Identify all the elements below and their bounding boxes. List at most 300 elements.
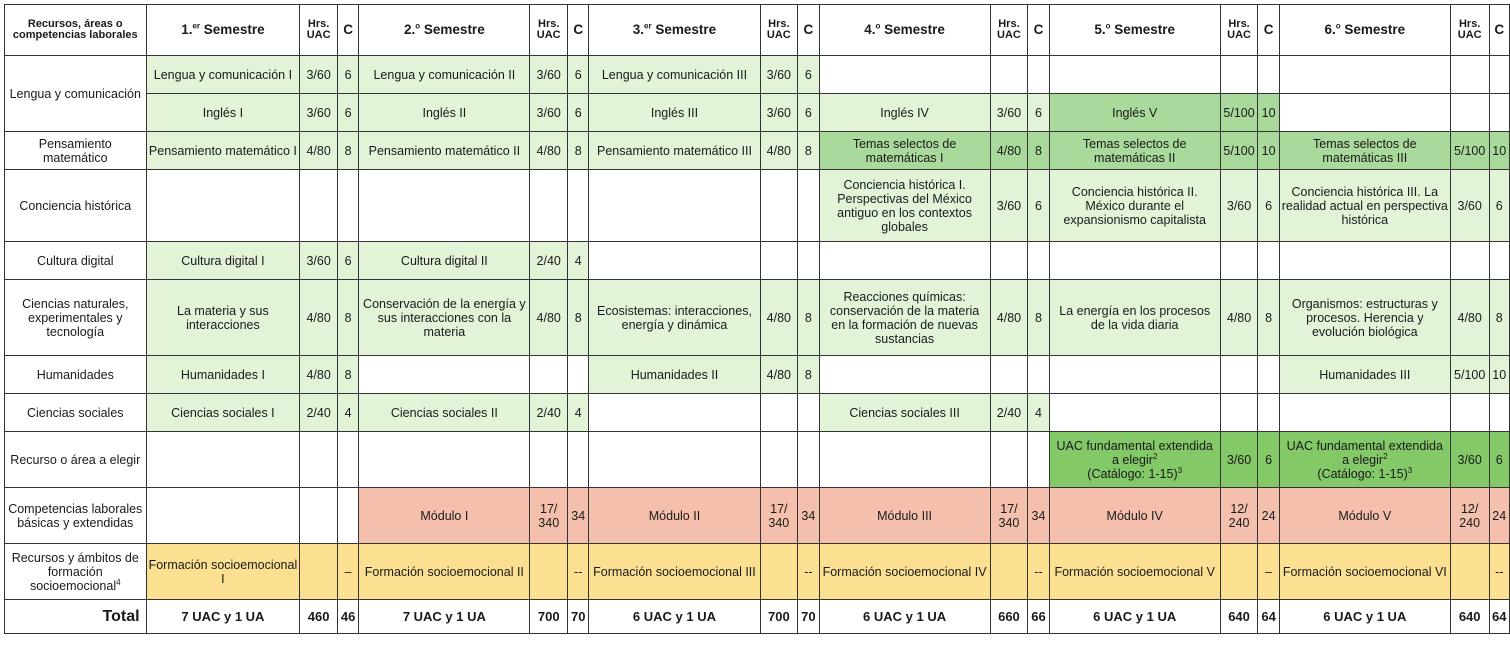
semester-header-4: [819, 5, 990, 56]
curriculum-table: [4, 4, 1510, 634]
credits-cell: 8: [337, 132, 358, 170]
subject-name: Cultura digital II: [400, 253, 488, 268]
subject-name: La energía en los procesos de la vida diaria: [1059, 303, 1211, 332]
subject-cell: [1279, 170, 1450, 242]
subject-cell: [819, 544, 990, 600]
subject-cell: [589, 132, 760, 170]
credits-cell: 8: [798, 356, 819, 394]
semester-number: 4.: [864, 22, 876, 37]
credits-cell: 46: [337, 600, 358, 634]
row-label-text: Recurso o área a elegir: [10, 452, 141, 467]
hrs-cell: 640: [1450, 600, 1489, 634]
table-row-len1: [5, 56, 1510, 94]
subject-cell: [359, 356, 530, 394]
hrs-cell: 4/80: [760, 132, 798, 170]
subject-name: Módulo II: [648, 508, 701, 523]
credits-cell: [568, 356, 589, 394]
semester-number: 3.: [632, 22, 645, 37]
credits-cell: 24: [1489, 488, 1509, 544]
table-row-pm: [5, 132, 1510, 170]
credits-header: C: [1028, 5, 1049, 56]
table-row-cn: [5, 280, 1510, 356]
semester-ordinal: o: [415, 21, 421, 31]
subject-cell: [1279, 544, 1450, 600]
subject-cell: [1049, 544, 1220, 600]
hrs-uac-header: Hrs. UAC: [1450, 5, 1489, 56]
semester-header-3: [589, 5, 760, 56]
subject-cell: [1049, 94, 1220, 132]
credits-cell: [1489, 94, 1509, 132]
credits-cell: [568, 432, 589, 488]
credits-cell: 70: [798, 600, 819, 634]
subject-cell: [359, 94, 530, 132]
table-row-fs: [5, 544, 1510, 600]
subject-name: Formación socioemocional VI: [1282, 564, 1447, 579]
semester-header-2: [359, 5, 530, 56]
hrs-cell: 3/60: [530, 56, 568, 94]
subject-cell: [359, 432, 530, 488]
subject-cell: [819, 356, 990, 394]
subject-name: Pensamiento matemático III: [597, 143, 752, 158]
row-label: [5, 280, 147, 356]
subject-cell: [589, 394, 760, 432]
subject-name: Formación socioemocional V: [1054, 564, 1215, 579]
subject-cell: [589, 600, 760, 634]
semester-number: 1.: [181, 22, 193, 37]
credits-header: C: [1489, 5, 1509, 56]
subject-name: Lengua y comunicación III: [601, 67, 748, 82]
credits-cell: 6: [337, 94, 358, 132]
subject-cell: [359, 56, 530, 94]
credits-cell: [1258, 394, 1279, 432]
hrs-cell: [530, 356, 568, 394]
hrs-cell: 4/80: [1220, 280, 1258, 356]
footnote-marker: 2: [1152, 451, 1158, 461]
hrs-cell: 5/100: [1220, 94, 1258, 132]
hrs-cell: 5/100: [1450, 132, 1489, 170]
credits-cell: 6: [337, 56, 358, 94]
subject-cell: [1279, 432, 1450, 488]
row-label: [5, 544, 147, 600]
table-row-ch: [5, 170, 1510, 242]
subject-name: Temas selectos de matemáticas II: [1082, 136, 1187, 165]
hrs-cell: [760, 242, 798, 280]
hrs-cell: 3/60: [1450, 170, 1489, 242]
subject-cell: [819, 280, 990, 356]
subject-cell: [146, 132, 300, 170]
credits-cell: 10: [1258, 94, 1279, 132]
hrs-cell: 3/60: [300, 56, 338, 94]
subject-cell: [1279, 132, 1450, 170]
subject-name: Ciencias sociales I: [171, 405, 275, 420]
subject-cell: [1049, 356, 1220, 394]
table-row-hu: [5, 356, 1510, 394]
subject-cell: [1049, 600, 1220, 634]
footnote-marker: 4: [116, 577, 121, 587]
semester-word: Semestre: [200, 22, 265, 37]
hrs-cell: [760, 544, 798, 600]
subject-cell: [146, 356, 300, 394]
subject-cell: [819, 94, 990, 132]
subject-name: Formación socioemocional I: [148, 557, 298, 586]
subject-name: Módulo IV: [1106, 508, 1163, 523]
hrs-cell: [530, 170, 568, 242]
subject-name: Ecosistemas: interacciones, energía y dinámica: [597, 303, 752, 332]
subject-cell: [146, 56, 300, 94]
credits-cell: [337, 488, 358, 544]
subject-cell: [589, 356, 760, 394]
subject-name: 6 UAC y 1 UA: [863, 608, 947, 624]
table-body: [5, 56, 1510, 634]
subject-cell: [146, 280, 300, 356]
subject-cell: [359, 600, 530, 634]
credits-header: C: [1258, 5, 1279, 56]
subject-cell: [589, 170, 760, 242]
credits-cell: [1028, 356, 1049, 394]
credits-cell: [1489, 394, 1509, 432]
semester-ordinal: o: [875, 21, 881, 31]
credits-cell: [798, 394, 819, 432]
subject-cell: [1049, 394, 1220, 432]
subject-name: Ciencias sociales III: [849, 405, 960, 420]
subject-name: Organismos: estructuras y procesos. Herencia y evolución biológica: [1291, 296, 1438, 339]
subject-cell: [1049, 280, 1220, 356]
subject-name: Reacciones químicas: conservación de la materia en la formación de nuevas sustancias: [829, 289, 980, 346]
hrs-cell: [990, 242, 1028, 280]
credits-cell: 70: [568, 600, 589, 634]
credits-cell: 6: [337, 242, 358, 280]
subject-cell: [589, 56, 760, 94]
semester-number: 5.: [1094, 22, 1106, 37]
hrs-cell: [760, 432, 798, 488]
credits-cell: [337, 170, 358, 242]
credits-header: C: [568, 5, 589, 56]
hrs-cell: 640: [1220, 600, 1258, 634]
hrs-cell: [1450, 94, 1489, 132]
subject-cell: [146, 544, 300, 600]
hrs-cell: 4/80: [990, 132, 1028, 170]
credits-cell: 6: [1489, 432, 1509, 488]
hrs-cell: 4/80: [1450, 280, 1489, 356]
hrs-cell: [990, 56, 1028, 94]
credits-cell: --: [1489, 544, 1509, 600]
catalog-text: (Catálogo: 1-15): [1317, 466, 1408, 481]
credits-cell: 10: [1489, 132, 1509, 170]
credits-cell: --: [1028, 544, 1049, 600]
total-label: [5, 600, 147, 634]
subject-cell: [359, 242, 530, 280]
table-row-len2: [5, 94, 1510, 132]
row-label: [5, 394, 147, 432]
subject-cell: [1049, 242, 1220, 280]
subject-name: Humanidades III: [1319, 367, 1411, 382]
credits-cell: [798, 242, 819, 280]
row-label: [5, 132, 147, 170]
row-header-title: Recursos, áreas o competencias laborales: [5, 5, 147, 56]
table-row-cl: [5, 488, 1510, 544]
subject-name: La materia y sus interacciones: [177, 303, 269, 332]
credits-cell: 4: [337, 394, 358, 432]
hrs-cell: [1450, 394, 1489, 432]
semester-number: 2.: [404, 22, 416, 37]
credits-header: C: [798, 5, 819, 56]
row-label-text: Ciencias naturales, experimentales y tecnología: [22, 296, 129, 339]
subject-cell: [589, 432, 760, 488]
subject-name: Módulo V: [1338, 508, 1392, 523]
credits-cell: [1258, 356, 1279, 394]
credits-cell: --: [568, 544, 589, 600]
footnote-marker: 3: [1407, 465, 1413, 475]
subject-cell: [1279, 56, 1450, 94]
subject-cell: [1279, 394, 1450, 432]
subject-cell: [146, 242, 300, 280]
hrs-cell: 3/60: [300, 242, 338, 280]
credits-cell: 4: [1028, 394, 1049, 432]
hrs-cell: 460: [300, 600, 338, 634]
subject-cell: [359, 544, 530, 600]
hrs-cell: 5/100: [1450, 356, 1489, 394]
credits-cell: 6: [1489, 170, 1509, 242]
credits-cell: 24: [1258, 488, 1279, 544]
hrs-cell: 3/60: [300, 94, 338, 132]
subject-cell: [819, 56, 990, 94]
subject-cell: [589, 488, 760, 544]
semester-word: Semestre: [1340, 22, 1406, 37]
subject-name: Humanidades I: [180, 367, 265, 382]
hrs-cell: [300, 544, 338, 600]
subject-name: Lengua y comunicación II: [373, 67, 516, 82]
subject-cell: [589, 544, 760, 600]
credits-cell: 66: [1028, 600, 1049, 634]
subject-name: Inglés III: [650, 105, 699, 120]
subject-name: Módulo I: [420, 508, 469, 523]
credits-cell: 8: [1028, 132, 1049, 170]
hrs-cell: 4/80: [300, 132, 338, 170]
credits-cell: 8: [1028, 280, 1049, 356]
credits-cell: 4: [568, 394, 589, 432]
hrs-cell: [760, 394, 798, 432]
subject-cell: [1279, 488, 1450, 544]
credits-cell: 6: [1258, 170, 1279, 242]
subject-cell: [819, 132, 990, 170]
subject-cell: [589, 280, 760, 356]
hrs-cell: 4/80: [990, 280, 1028, 356]
footnote-marker: 2: [1383, 451, 1388, 461]
subject-name: Cultura digital I: [181, 253, 265, 268]
hrs-cell: 3/60: [530, 94, 568, 132]
row-label: [5, 242, 147, 280]
credits-cell: 64: [1258, 600, 1279, 634]
credits-cell: 34: [798, 488, 819, 544]
semester-ordinal: er: [192, 21, 201, 31]
subject-name: 7 UAC y 1 UA: [181, 608, 265, 624]
subject-cell: [359, 394, 530, 432]
credits-cell: [1258, 242, 1279, 280]
subject-cell: [589, 242, 760, 280]
hrs-cell: [1220, 356, 1258, 394]
hrs-cell: 3/60: [1220, 432, 1258, 488]
subject-name: Inglés IV: [880, 105, 929, 120]
hrs-cell: [990, 544, 1028, 600]
hrs-cell: 4/80: [760, 280, 798, 356]
semester-word: Semestre: [651, 22, 717, 37]
hrs-cell: [1450, 56, 1489, 94]
subject-cell: [359, 132, 530, 170]
catalog-text: (Catálogo: 1-15): [1087, 466, 1178, 481]
subject-name: UAC fundamental extendida a elegir: [1286, 438, 1443, 467]
subject-cell: [1049, 488, 1220, 544]
hrs-cell: 700: [530, 600, 568, 634]
subject-cell: [1049, 170, 1220, 242]
credits-cell: [798, 170, 819, 242]
subject-cell: [819, 600, 990, 634]
subject-name: Conservación de la energía y sus interacciones con la materia: [363, 296, 526, 339]
hrs-cell: 3/60: [1220, 170, 1258, 242]
subject-name: 6 UAC y 1 UA: [632, 608, 716, 624]
subject-name: Inglés V: [1112, 105, 1158, 120]
hrs-cell: 2/40: [530, 242, 568, 280]
subject-cell: [1049, 56, 1220, 94]
credits-cell: 8: [568, 280, 589, 356]
subject-name: Ciencias sociales II: [390, 405, 498, 420]
subject-cell: [359, 170, 530, 242]
credits-cell: 4: [568, 242, 589, 280]
hrs-cell: [300, 170, 338, 242]
row-label: [5, 356, 147, 394]
hrs-cell: [1220, 544, 1258, 600]
credits-cell: 8: [568, 132, 589, 170]
hrs-cell: 4/80: [300, 356, 338, 394]
row-label-text: Competencias laborales básicas y extendidas: [8, 501, 143, 530]
hrs-cell: 3/60: [760, 56, 798, 94]
subject-cell: [819, 242, 990, 280]
credits-cell: 6: [798, 94, 819, 132]
credits-cell: [798, 432, 819, 488]
subject-name: Pensamiento matemático I: [148, 143, 297, 158]
credits-cell: –: [1258, 544, 1279, 600]
hrs-uac-header: Hrs. UAC: [300, 5, 338, 56]
table-row-cs: [5, 394, 1510, 432]
subject-name: Formación socioemocional IV: [822, 564, 987, 579]
subject-cell: [819, 170, 990, 242]
row-label-text: Pensamiento matemático: [38, 136, 112, 165]
row-label-text: Recursos y ámbitos de formación socioemocional: [11, 550, 139, 593]
subject-name: Temas selectos de matemáticas I: [852, 136, 957, 165]
credits-cell: [1258, 56, 1279, 94]
subject-cell: [1279, 356, 1450, 394]
hrs-cell: 12/ 240: [1450, 488, 1489, 544]
semester-header-1: [146, 5, 300, 56]
hrs-cell: [1220, 56, 1258, 94]
hrs-cell: 660: [990, 600, 1028, 634]
hrs-cell: [760, 170, 798, 242]
table-row-re: [5, 432, 1510, 488]
credits-cell: 8: [1258, 280, 1279, 356]
subject-cell: [359, 488, 530, 544]
subject-cell: [146, 394, 300, 432]
credits-cell: [1489, 56, 1509, 94]
credits-cell: 6: [568, 94, 589, 132]
credits-cell: 6: [798, 56, 819, 94]
hrs-cell: 4/80: [530, 280, 568, 356]
subject-cell: [1279, 242, 1450, 280]
subject-name: Conciencia histórica I. Perspectivas del México antiguo en los contextos globales: [837, 177, 972, 234]
semester-header-5: [1049, 5, 1220, 56]
credits-cell: 8: [798, 280, 819, 356]
row-label-text: Cultura digital: [37, 253, 114, 268]
row-label: [5, 432, 147, 488]
hrs-uac-header: Hrs. UAC: [760, 5, 798, 56]
hrs-cell: 17/ 340: [530, 488, 568, 544]
credits-cell: 8: [798, 132, 819, 170]
subject-cell: [146, 432, 300, 488]
hrs-cell: 17/ 340: [990, 488, 1028, 544]
hrs-cell: [1450, 242, 1489, 280]
row-label-text: Lengua y comunicación: [9, 86, 141, 101]
credits-cell: 6: [568, 56, 589, 94]
credits-cell: 34: [1028, 488, 1049, 544]
semester-header-6: [1279, 5, 1450, 56]
table-row-to: [5, 600, 1510, 634]
hrs-cell: 3/60: [990, 170, 1028, 242]
semester-ordinal: er: [644, 21, 652, 31]
subject-cell: [146, 600, 300, 634]
subject-name: Formación socioemocional III: [593, 564, 756, 579]
row-label: [5, 488, 147, 544]
row-label-text: Total: [102, 607, 140, 625]
subject-cell: [146, 170, 300, 242]
credits-cell: [568, 170, 589, 242]
hrs-cell: 4/80: [530, 132, 568, 170]
hrs-cell: 700: [760, 600, 798, 634]
credits-cell: 8: [1489, 280, 1509, 356]
hrs-cell: [990, 356, 1028, 394]
credits-cell: 10: [1258, 132, 1279, 170]
hrs-cell: 2/40: [530, 394, 568, 432]
hrs-cell: [300, 488, 338, 544]
subject-name: Conciencia histórica III. La realidad actual en perspectiva histórica: [1281, 184, 1448, 227]
subject-name: Pensamiento matemático II: [368, 143, 521, 158]
credits-header: C: [337, 5, 358, 56]
hrs-cell: 17/ 340: [760, 488, 798, 544]
credits-cell: 8: [337, 280, 358, 356]
subject-name: 7 UAC y 1 UA: [402, 608, 486, 624]
semester-number: 6.: [1324, 22, 1336, 37]
hrs-cell: [1220, 394, 1258, 432]
credits-cell: --: [798, 544, 819, 600]
credits-cell: [1028, 432, 1049, 488]
subject-cell: [819, 394, 990, 432]
hrs-cell: [1450, 544, 1489, 600]
credits-cell: 10: [1489, 356, 1509, 394]
semester-word: Semestre: [420, 22, 485, 37]
hrs-cell: [530, 432, 568, 488]
credits-cell: [337, 432, 358, 488]
subject-cell: [1279, 94, 1450, 132]
hrs-cell: [1220, 242, 1258, 280]
credits-cell: 34: [568, 488, 589, 544]
credits-cell: [1489, 242, 1509, 280]
hrs-cell: 4/80: [760, 356, 798, 394]
subject-cell: [359, 280, 530, 356]
subject-cell: [589, 94, 760, 132]
subject-name: 6 UAC y 1 UA: [1093, 608, 1177, 624]
subject-cell: [1049, 132, 1220, 170]
credits-cell: 6: [1028, 170, 1049, 242]
credits-cell: [1028, 242, 1049, 280]
subject-name: Humanidades II: [630, 367, 719, 382]
hrs-uac-header: Hrs. UAC: [530, 5, 568, 56]
